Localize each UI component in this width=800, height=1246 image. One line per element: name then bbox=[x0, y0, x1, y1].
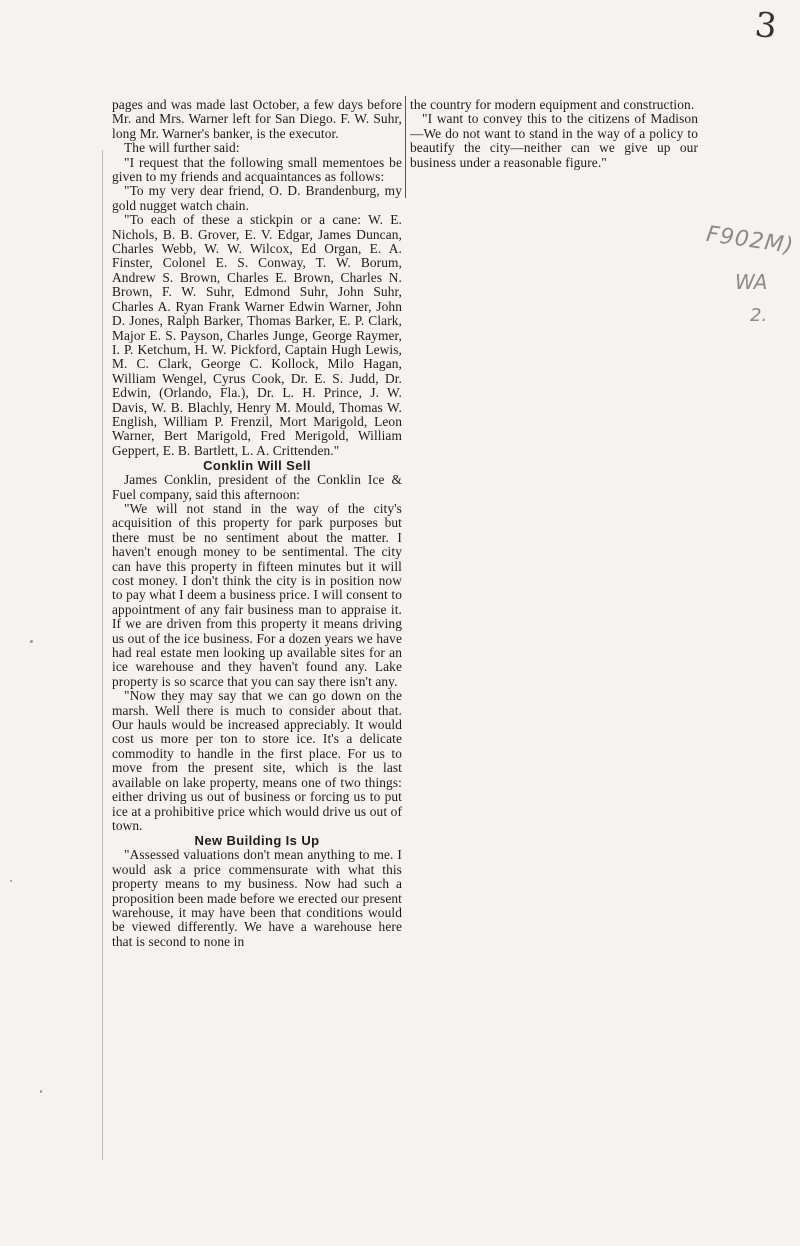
left-column bbox=[112, 98, 402, 949]
paper-speck bbox=[30, 640, 33, 643]
paper-speck bbox=[40, 1090, 42, 1093]
paragraph: pages and was made last October, a few days before Mr. and Mrs. Warner left for San Diego. F. W. Suhr, long Mr. Warner's banker, is the executor. bbox=[112, 97, 402, 141]
paragraph: James Conklin, president of the Conklin Ice & Fuel company, said this afternoon: bbox=[112, 472, 402, 502]
paragraph: the country for modern equipment and construction. bbox=[410, 97, 695, 112]
page-number: 3 bbox=[752, 4, 779, 48]
paragraph: "We will not stand in the way of the city's acquisition of this property for park purposes but there must be no sentiment about the matter. I haven't enough money to be sentimental. The city can have this property in fifteen minutes but it will cost money. I don't think the city is in position now to pay what I deem a business price. I will consent to appointment of any fair business man to appraise it. If we are driven from this property it means driving us out of the ice business. For a dozen years we have had real estate men looking up available sites for an ice warehouse and they haven't found any. Lake property is so scarce that you can say there isn't any. bbox=[112, 500, 402, 689]
column-rule bbox=[405, 96, 406, 198]
subheading-conklin-will-sell: Conklin Will Sell bbox=[203, 458, 311, 474]
paragraph: "To each of these a stickpin or a cane: W. E. Nichols, B. B. Grover, E. V. Edgar, James Duncan, Charles Webb, W. W. Wilcox, Ed Organ, E. A. Finster, Colonel E. S. Conway, T. W. Borum, Andrew S. Brown, Charles E. Brown, Charles N. Brown, F. W. Suhr, Edmond Suhr, John Suhr, Charles A. Ryan Frank Warner Edwin Warner, John D. Jones, Ralph Barker, Thomas Barker, E. P. Clark, Major E. S. Payson, Charles Junge, George Raymer, I. P. Ketchum, H. W. Pickford, Captain Hugh Lewis, M. C. Clark, George C. Kollock, Milo Hagan, William Wengel, Cyrus Cook, Dr. E. S. Judd, Dr. Edwin, (Orlando, Fla.), Dr. L. H. Prince, J. W. Davis, W. B. Blachly, Henry M. Mould, Thomas W. English, William P. Frenzil, Mort Marigold, Leon Warner, Bert Marigold, Fred Merigold, William Geppert, E. B. Bartlett, L. A. Crittenden." bbox=[112, 212, 402, 458]
paragraph: "Now they may say that we can go down on the marsh. Well there is much to consider about that. Our hauls would be increased appreciably. It would cost us more per ton to store ice. It's a delicate commodity to handle in the first place. For us to move from the present site, which is the last available on lake property, means one of two things: either driving us out of business or forcing us to put ice at a prohibitive price which would drive us out of town. bbox=[112, 688, 402, 833]
paragraph: The will further said: bbox=[124, 140, 240, 156]
paper-speck bbox=[10, 880, 12, 882]
subheading-new-building-is-up: New Building Is Up bbox=[194, 833, 320, 849]
pencil-note: 2. bbox=[750, 305, 768, 326]
paragraph: "To my very dear friend, O. D. Brandenburg, my gold nugget watch chain. bbox=[112, 183, 402, 213]
paragraph: "I want to convey this to the citizens of Madison—We do not want to stand in the way of a policy to beautify the city—neither can we give up our business under a reasonable figure." bbox=[410, 111, 698, 170]
paragraph: "I request that the following small mementoes be given to my friends and acquaintances as follows: bbox=[112, 154, 402, 185]
pencil-note: F902M) bbox=[704, 221, 796, 260]
right-column bbox=[410, 98, 698, 170]
pencil-note: WA bbox=[735, 270, 768, 294]
margin-rule bbox=[102, 150, 103, 1160]
paragraph: "Assessed valuations don't mean anything to me. I would ask a price commensurate with what this property means to my business. Now had such a proposition been made before we erected our present warehouse, it may have been that conditions would be viewed differently. We have a warehouse here that is second to none in bbox=[112, 847, 402, 949]
